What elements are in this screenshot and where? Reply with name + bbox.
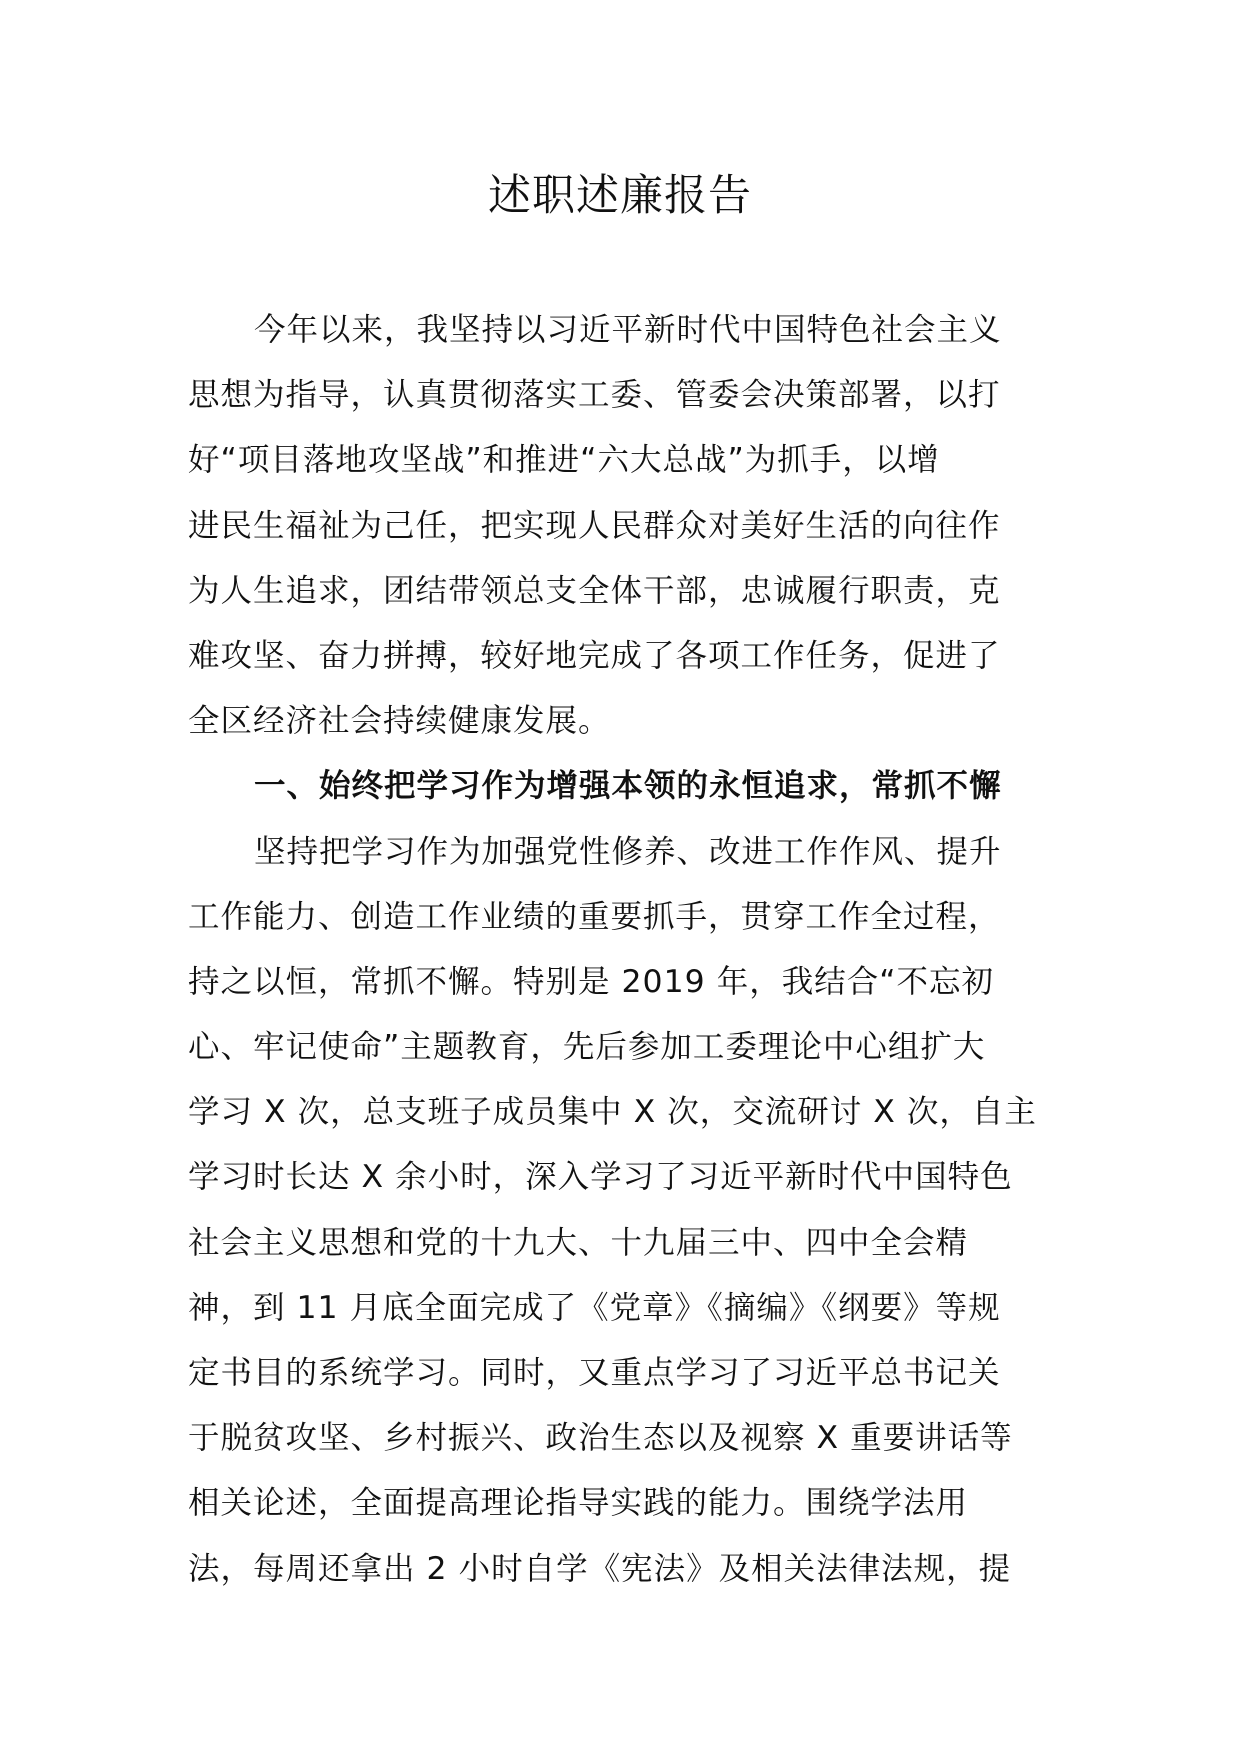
paragraph-line: 法，每周还拿出 2 小时自学《宪法》及相关法律法规，提 [188,1550,1012,1587]
paragraph-line: 于脱贫攻坚、乡村振兴、政治生态以及视察 X 重要讲话等 [188,1420,1013,1457]
paragraph-line: 进民生福祉为己任，把实现人民群众对美好生活的向往作 [188,507,1001,544]
paragraph-line: 定书目的系统学习。同时，又重点学习了习近平总书记关 [188,1355,1001,1391]
paragraph-line: 持之以恒，常抓不懈。特别是 2019 年，我结合“不忘初 [188,963,995,1000]
paragraph-line: 好“项目落地攻坚战”和推进“六大总战”为抓手，以增 [188,442,940,479]
paragraph-line: 学习 X 次，总支班子成员集中 X 次，交流研讨 X 次，自主 [188,1094,1037,1131]
paragraph-line: 全区经济社会持续健康发展。 [188,703,611,740]
paragraph-line: 心、牢记使命”主题教育，先后参加工委理论中心组扩大 [188,1029,986,1066]
paragraph-line: 相关论述，全面提高理论指导实践的能力。围绕学法用 [188,1485,969,1522]
paragraph-line: 神，到 11 月底全面完成了《党章》《摘编》《纲要》等规 [188,1289,1001,1326]
paragraph-line: 坚持把学习作为加强党性修养、改进工作作风、提升 [254,833,1002,870]
paragraph-line: 为人生追求，团结带领总支全体干部，忠诚履行职责，克 [188,572,1001,609]
document-body [188,298,1056,1602]
paragraph-line: 工作能力、创造工作业绩的重要抓手，贯穿工作全过程， [188,898,1001,935]
paragraph-line: 思想为指导，认真贯彻落实工委、管委会决策部署，以打 [188,377,1001,414]
section-heading: 一、始终把学习作为增强本领的永恒追求，常抓不懈 [254,768,1002,805]
paragraph-line: 社会主义思想和党的十九大、十九届三中、四中全会精 [188,1224,969,1261]
document-title: 述职述廉报告 [488,171,752,221]
paragraph-line: 学习时长达 X 余小时，深入学习了习近平新时代中国特色 [188,1159,1013,1196]
paragraph-line: 今年以来，我坚持以习近平新时代中国特色社会主义 [254,312,1002,348]
paragraph-line: 难攻坚、奋力拼搏，较好地完成了各项工作任务，促进了 [188,637,1001,674]
